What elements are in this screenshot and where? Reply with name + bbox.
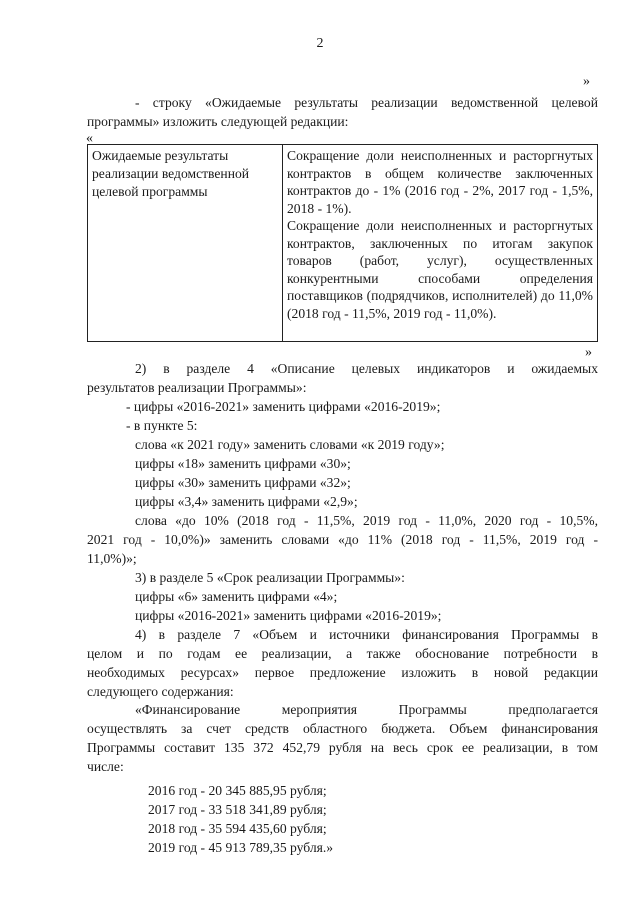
table-cell-content bbox=[283, 145, 598, 342]
text-line: слова «до 10% (2018 год - 11,5%, 2019 год - 11,0%, 2020 год - 10,5%, bbox=[135, 513, 598, 528]
text-line: результатов реализации Программы»: bbox=[87, 380, 307, 395]
text-line: числе: bbox=[87, 759, 124, 774]
text-line: 11,0%)»; bbox=[87, 551, 137, 566]
text-line: 2) в разделе 4 «Описание целевых индикаторов и ожидаемых bbox=[135, 361, 598, 376]
text-line: - цифры «2016-2021» заменить цифрами «2016-2019»; bbox=[126, 399, 441, 414]
text-line: 3) в разделе 5 «Срок реализации Программы»: bbox=[135, 570, 405, 585]
closing-quote-mark: » bbox=[583, 74, 590, 89]
table-paragraph: Сокращение доли неисполненных и расторгнутых контрактов в общем количестве заключенных контрактов до - 1% (2016 год - 2%, 2017 год - 1,5%, 2018 - 1%). bbox=[287, 148, 593, 216]
text-line: цифры «6» заменить цифрами «4»; bbox=[135, 589, 338, 604]
text-line: цифры «3,4» заменить цифрами «2,9»; bbox=[135, 494, 358, 509]
text-line: «Финансирование мероприятия Программы предполагается bbox=[135, 702, 598, 717]
text-line: 2021 год - 10,0%)» заменить словами «до 11% (2018 год - 11,5%, 2019 год - bbox=[87, 532, 598, 547]
expected-results-table bbox=[87, 144, 598, 342]
text-line: Программы составит 135 372 452,79 рубля на весь срок ее реализации, в том bbox=[87, 740, 598, 755]
intro-line: программы» изложить следующей редакции: bbox=[87, 114, 349, 129]
page-number: 2 bbox=[316, 36, 324, 51]
year-amount-line: 2016 год - 20 345 885,95 рубля; bbox=[148, 783, 327, 798]
table-paragraph: Сокращение доли неисполненных и расторгнутых контрактов, заключенных по итогам закупок товаров (работ, услуг), осуществленных конкурентными способами определения поставщиков (подрядчиков, исполнителей) до 11,0% (2018 год - 11,5%, 2019 год - 11,0%). bbox=[287, 218, 593, 321]
year-amount-line: 2019 год - 45 913 789,35 рубля.» bbox=[148, 840, 334, 855]
text-line: цифры «18» заменить цифрами «30»; bbox=[135, 456, 351, 471]
text-line: осуществлять за счет средств областного бюджета. Объем финансирования bbox=[87, 721, 598, 736]
text-line: цифры «2016-2021» заменить цифрами «2016-2019»; bbox=[135, 608, 442, 623]
text-line: слова «к 2021 году» заменить словами «к 2019 году»; bbox=[135, 437, 445, 452]
text-line: следующего содержания: bbox=[87, 684, 234, 699]
opening-quote-mark: « bbox=[86, 131, 93, 146]
text-line: - в пункте 5: bbox=[126, 418, 198, 433]
closing-quote-mark: » bbox=[585, 345, 592, 360]
text-line: целом и по годам ее реализации, а также обоснование потребности в bbox=[87, 646, 598, 661]
intro-line: - строку «Ожидаемые результаты реализации ведомственной целевой bbox=[135, 95, 598, 110]
table-cell-label: Ожидаемые результаты реализации ведомственной целевой программы bbox=[88, 145, 283, 342]
text-line: необходимых ресурсах» первое предложение изложить в новой редакции bbox=[87, 665, 598, 680]
year-amount-line: 2018 год - 35 594 435,60 рубля; bbox=[148, 821, 327, 836]
year-amount-line: 2017 год - 33 518 341,89 рубля; bbox=[148, 802, 327, 817]
text-line: цифры «30» заменить цифрами «32»; bbox=[135, 475, 351, 490]
text-line: 4) в разделе 7 «Объем и источники финансирования Программы в bbox=[135, 627, 598, 642]
